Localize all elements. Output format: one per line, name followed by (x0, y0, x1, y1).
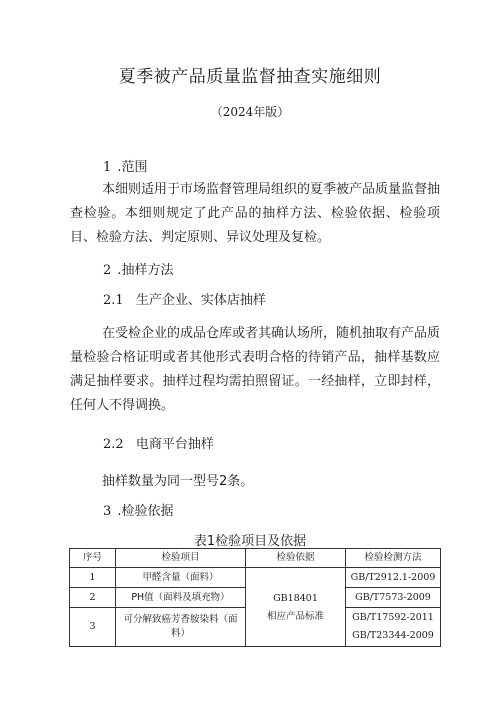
section-number: 2.1 (103, 293, 124, 308)
table-header-row (70, 549, 441, 568)
basis-standard: GB18401 (273, 593, 318, 604)
inspection-item: 甲醛含量（面料） (116, 568, 246, 588)
physical-sampling-paragraph: 在受检企业的成品仓库或者其确认场所，随机抽取有产品质量检验合格证明或者其他形式表明合格的待销产品，抽样基数应满足抽样要求。抽样过程均需拍照留证。一经抽样，立即封样，任何人不得调换。 (70, 326, 441, 413)
header-cell: 检验项目 (116, 549, 246, 568)
header-cell: 序号 (70, 549, 116, 568)
section-title: .检验依据 (117, 504, 174, 519)
header-cell: 检验检测方法 (346, 549, 441, 568)
inspection-item: PH值（面料及填充物） (116, 588, 246, 608)
basis-product-standard: 相应产品标准 (266, 611, 324, 622)
section-heading-2-2 (103, 433, 214, 452)
document-title: 夏季被产品质量监督抽查实施细则 (118, 67, 382, 87)
section-number: 2 (103, 263, 112, 278)
document-subtitle: （2024年版） (210, 105, 290, 119)
test-method: GB/T7573-2009 (346, 588, 441, 608)
row-number: 2 (70, 588, 116, 608)
header-cell: 检验依据 (246, 549, 346, 568)
section-heading-1 (103, 156, 148, 175)
section-number: 3 (103, 504, 112, 519)
test-method-line: GB/T23344-2009 (352, 630, 434, 641)
inspection-table (69, 548, 441, 647)
section-title: 电商平台抽样 (135, 437, 214, 452)
row-number: 3 (70, 608, 116, 647)
ecommerce-sampling-paragraph: 抽样数量为同一型号2条。 (102, 474, 254, 489)
table-caption: 表1检验项目及依据 (193, 534, 307, 549)
row-number: 1 (70, 568, 116, 588)
inspection-basis (246, 568, 346, 647)
section-heading-3 (103, 500, 174, 519)
section-title: .范围 (117, 160, 148, 175)
section-heading-2 (103, 259, 174, 278)
inspection-item: 可分解致癌芳香胺染料（面料） (116, 608, 246, 647)
test-method-line: GB/T17592-2011 (352, 612, 434, 623)
section-number: 1 (103, 160, 112, 175)
scope-paragraph: 本细则适用于市场监督管理局组织的夏季被产品质量监督抽查检验。本细则规定了此产品的抽样方法、检验依据、检验项目、检验方法、判定原则、异议处理及复检。 (70, 182, 441, 245)
test-method (346, 608, 441, 647)
section-title: 生产企业、实体店抽样 (135, 293, 266, 308)
section-number: 2.2 (103, 437, 124, 452)
section-title: .抽样方法 (117, 263, 174, 278)
test-method: GB/T2912.1-2009 (346, 568, 441, 588)
table-row (70, 568, 441, 588)
section-heading-2-1 (103, 289, 266, 308)
